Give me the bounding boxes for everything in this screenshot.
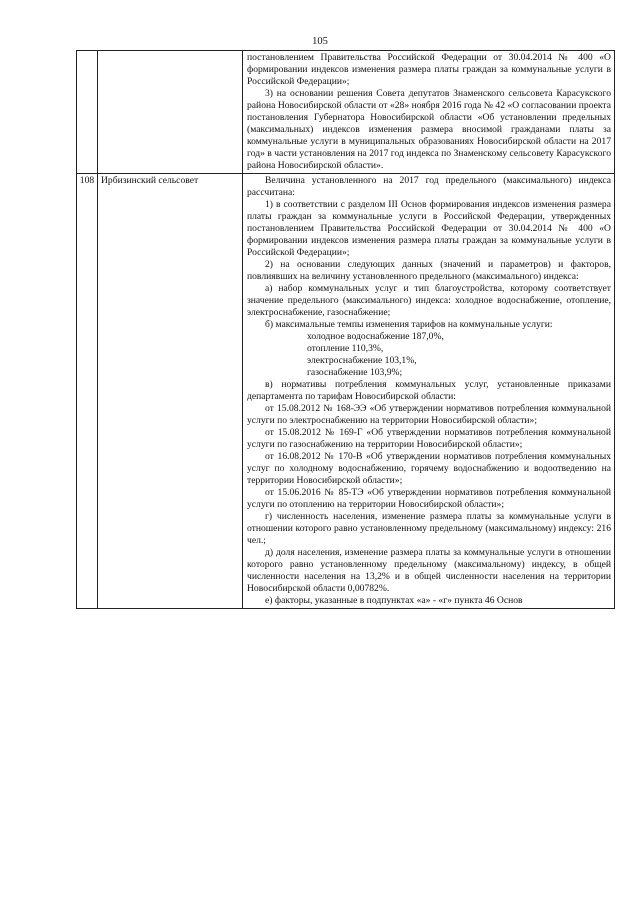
paragraph: электроснабжение 103,1%, — [307, 355, 417, 366]
paragraph: 1) в соответствии с разделом III Основ формирования индексов изменения размера платы граждан за коммунальные услуги в Российской Федерации, утвержденных постановлением Правительства Российской Федерации от 30.04.2014 № 400 «О формировании индексов изменения размера платы граждан за коммунальные услуги в Российской Федерации»; — [247, 199, 611, 258]
row-number — [77, 51, 98, 174]
paragraph: 3) на основании решения Совета депутатов Знаменского сельсовета Карасукского района Новосибирской области от «28» ноября 2016 года № 42 «О согласовании проекта постановления Губернатора Новосибирской области «Об установлении предельных (максимальных) индексов изменения размера вносимой гражданами платы за коммунальные услуги в муниципальных образованиях Новосибирской области на 2017 год» в части установления на 2017 год индекса по Знаменскому сельсовету Карасукского района Новосибирской области». — [247, 88, 611, 171]
paragraph: Величина установленного на 2017 год предельного (максимального) индекса рассчитана: — [247, 175, 611, 198]
paragraph: е) факторы, указанные в подпунктах «а» - «г» пункта 46 Основ — [265, 595, 523, 606]
table-row — [77, 174, 615, 609]
paragraph: газоснабжение 103,9%; — [307, 367, 403, 378]
paragraph: от 16.08.2012 № 170-В «Об утверждении нормативов потребления коммунальных услуг по холодному водоснабжению, горячему водоснабжению и водоотведению на территории Новосибирской области»; — [247, 451, 611, 486]
paragraph: а) набор коммунальных услуг и тип благоустройства, которому соответствует значение предельного (максимального) индекса: холодное водоснабжение, отопление, электроснабжение, газоснабжение; — [247, 283, 611, 318]
paragraph: от 15.06.2016 № 85-ТЭ «Об утверждении нормативов потребления коммунальной услуги по отоплению на территории Новосибирской области»; — [247, 487, 611, 510]
paragraph: отопление 110,3%, — [307, 343, 384, 354]
paragraph: от 15.08.2012 № 168-ЭЭ «Об утверждении нормативов потребления коммунальной услуги по электроснабжению на территории Новосибирской области»; — [247, 403, 611, 426]
table-body — [77, 51, 615, 609]
municipality-name: Ирбизинский сельсовет — [98, 174, 243, 609]
justification-text — [243, 174, 615, 609]
paragraph: от 15.08.2012 № 169-Г «Об утверждении нормативов потребления коммунальной услуги по газоснабжению на территории Новосибирской области»; — [247, 427, 611, 450]
paragraph: д) доля населения, изменение размера платы за коммунальные услуги в отношении которого равно установленному предельному (максимальному) индексу, в общей численности населения на 13,2% и в общей численности населения на территории Новосибирской области 0,00782%. — [247, 547, 611, 594]
paragraph: 2) на основании следующих данных (значений и параметров) и факторов, повлиявших на величину установленного предельного (максимального) индекса: — [247, 259, 611, 282]
municipality-name — [98, 51, 243, 174]
paragraph: холодное водоснабжение 187,0%, — [307, 331, 444, 342]
paragraph: в) нормативы потребления коммунальных услуг, установленные приказами департамента по тарифам Новосибирской области: — [247, 379, 611, 402]
justification-text — [243, 51, 615, 174]
page-number: 105 — [312, 36, 328, 47]
table-row — [77, 51, 615, 174]
row-number: 108 — [77, 174, 98, 609]
paragraph: б) максимальные темпы изменения тарифов на коммунальные услуги: — [265, 319, 553, 330]
document-table — [76, 50, 615, 609]
paragraph: постановлением Правительства Российской Федерации от 30.04.2014 № 400 «О формировании индексов изменения размера платы граждан за коммунальные услуги в Российской Федерации»; — [247, 52, 611, 87]
paragraph: г) численность населения, изменение размера платы за коммунальные услуги в отношении которого равно установленному предельному (максимальному) индексу: 216 чел.; — [247, 511, 611, 546]
